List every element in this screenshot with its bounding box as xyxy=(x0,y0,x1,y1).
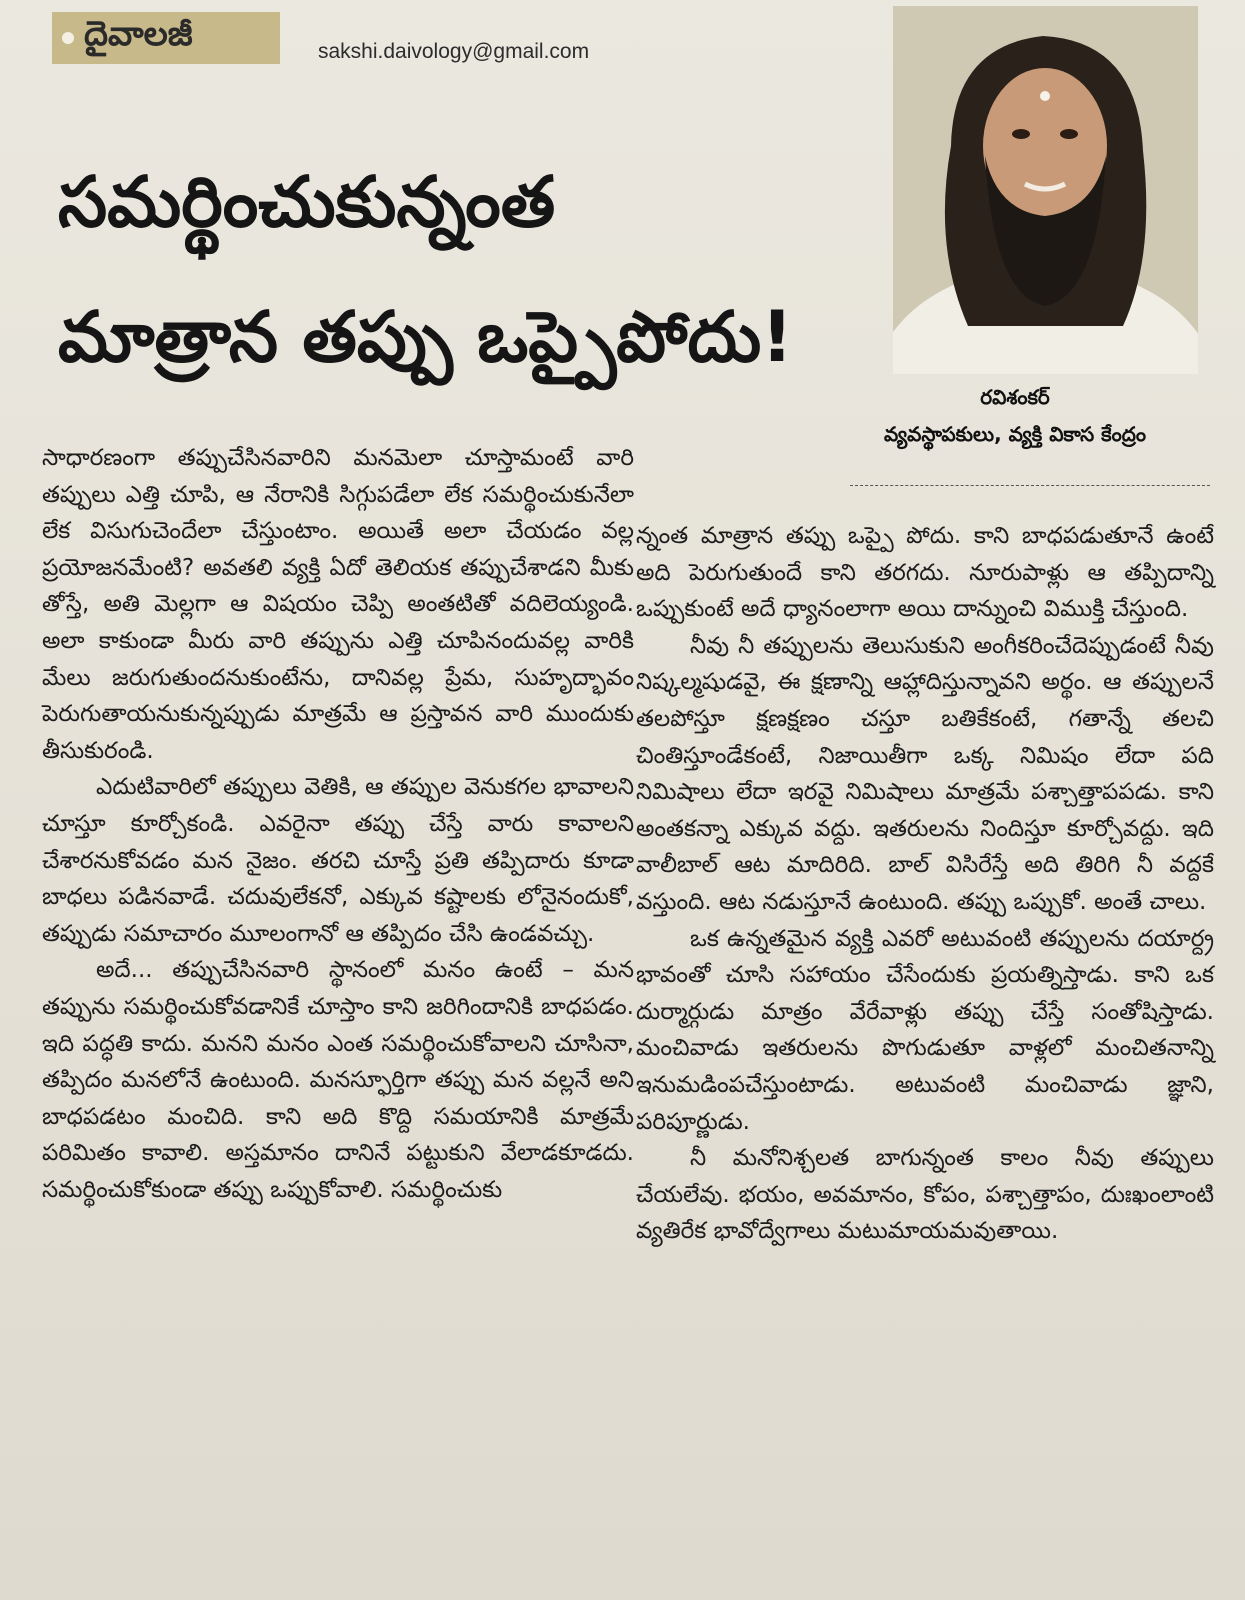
article-headline xyxy=(58,135,858,405)
author-portrait-icon xyxy=(893,6,1198,374)
author-caption xyxy=(820,385,1210,451)
article-column-left xyxy=(42,440,634,1208)
paragraph: నీ మనోనిశ్చలత బాగున్నంత కాలం నీవు తప్పులు చేయలేవు. భయం, అవమానం, కోపం, పశ్చాత్తాపం, దుఃఖంలాంటి వ్యతిరేక భావోద్వేగాలు మటుమాయమవుతాయి. xyxy=(636,1145,1214,1245)
paragraph: సాధారణంగా తప్పుచేసినవారిని మనమెలా చూస్తామంటే వారి తప్పులు ఎత్తి చూపి, ఆ నేరానికి సిగ్గుపడేలా లేక సమర్థించుకునేలా లేక విసుగుచెందేలా చేస్తుంటాం. అయితే అలా చేయడం వల్ల ప్రయోజనమేంటి? అవతలి వ్యక్తి ఏదో తెలియక తప్పుచేశాడని మీకు తోస్తే, అతి మెల్లగా ఆ విషయం చెప్పి అంతటితో వదిలెయ్యండి. అలా కాకుండా మీరు వారి తప్పును ఎత్తి చూపినందువల్ల వారికి మేలు జరుగుతుందనుకుంటేను, దానివల్ల ప్రేమ, సుహృద్భావం పెరుగుతాయనుకున్నప్పుడు మాత్రమే ఆ ప్రస్తావన వారి ముందుకు తీసుకురండి. xyxy=(42,445,634,764)
caption-divider xyxy=(850,485,1210,486)
section-tag-label: దైవాలజీ xyxy=(84,14,193,54)
author-name: రవిశంకర్ xyxy=(980,385,1050,409)
section-tag xyxy=(52,12,280,64)
author-role: వ్యవస్థాపకులు, వ్యక్తి వికాస కేంద్రం xyxy=(884,422,1146,446)
bullet-icon xyxy=(62,32,74,44)
author-photo xyxy=(893,6,1198,374)
headline-line-2: మాత్రాన తప్పు ఒప్పైపోదు! xyxy=(58,296,794,378)
paragraph: నీవు నీ తప్పులను తెలుసుకుని అంగీకరించేదెప్పుడంటే నీవు నిష్కల్మషుడవై, ఈ క్షణాన్ని ఆహ్లాదిస్తున్నావని అర్థం. ఆ తప్పులనే తలపోస్తూ క్షణక్షణం చస్తూ బతికేకంటే, గతాన్నే తలచి చింతిస్తూండేకంటే, నిజాయితీగా ఒక్క నిమిషం లేదా పది నిమిషాలు లేదా ఇరవై నిమిషాలు మాత్రమే పశ్చాత్తాపపడు. కాని అంతకన్నా ఎక్కువ వద్దు. ఇతరులను నిందిస్తూ కూర్చోవద్దు. ఇది వాలీబాల్ ఆట మాదిరిది. బాల్ విసిరేస్తే అది తిరిగి నీ వద్దకే వస్తుంది. ఆట నడుస్తూనే ఉంటుంది. తప్పు ఒప్పుకో. అంతే చాలు. xyxy=(636,632,1214,915)
paragraph: అదే... తప్పుచేసినవారి స్థానంలో మనం ఉంటే – మన తప్పును సమర్థించుకోవడానికే చూస్తాం కాని జరిగిందానికి బాధపడం. ఇది పద్ధతి కాదు. మనని మనం ఎంత సమర్థించుకోవాలని చూసినా, తప్పిదం మనలోనే ఉంటుంది. మనస్ఫూర్తిగా తప్పు మన వల్లనే అని బాధపడటం మంచిది. కాని అది కొద్ది సమయానికి మాత్రమే పరిమితం కావాలి. అస్తమానం దానినే పట్టుకుని వేలాడకూడదు. సమర్థించుకోకుండా తప్పు ఒప్పుకోవాలి. సమర్థించుకు xyxy=(42,957,634,1203)
paragraph: ఒక ఉన్నతమైన వ్యక్తి ఎవరో అటువంటి తప్పులను దయార్ద్ర భావంతో చూసి సహాయం చేసేందుకు ప్రయత్నిస్తాడు. కాని ఒక దుర్మార్గుడు మాత్రం వేరేవాళ్లు తప్పు చేస్తే సంతోషిస్తాడు. మంచివాడు ఇతరులను పొగుడుతూ వాళ్లలో మంచితనాన్ని ఇనుమడింపచేస్తుంటాడు. అటువంటి మంచివాడు జ్ఞాని, పరిపూర్ణుడు. xyxy=(636,925,1214,1135)
section-email: sakshi.daivology@gmail.com xyxy=(318,40,590,63)
paragraph: న్నంత మాత్రాన తప్పు ఒప్పై పోదు. కాని బాధపడుతూనే ఉంటే అది పెరుగుతుందే కాని తరగదు. నూరుపాళ్లు ఆ తప్పిదాన్ని ఒప్పుకుంటే అదే ధ్యానంలాగా అయి దాన్నుంచి విముక్తి చేస్తుంది. xyxy=(636,523,1214,623)
article-column-right xyxy=(636,518,1214,1250)
paragraph: ఎదుటివారిలో తప్పులు వెతికి, ఆ తప్పుల వెనుకగల భావాలని చూస్తూ కూర్చోకండి. ఎవరైనా తప్పు చేస్తే వారు కావాలని చేశారనుకోవడం మన నైజం. తరచి చూస్తే ప్రతి తప్పిదారు కూడా బాధలు పడినవాడే. చదువులేకనో, ఎక్కువ కష్టాలకు లోనైనందుకో, తప్పుడు సమాచారం మూలంగానో ఆ తప్పిదం చేసి ఉండవచ్చు. xyxy=(42,774,634,947)
headline-line-1: సమర్థించుకున్నంత xyxy=(58,161,556,243)
